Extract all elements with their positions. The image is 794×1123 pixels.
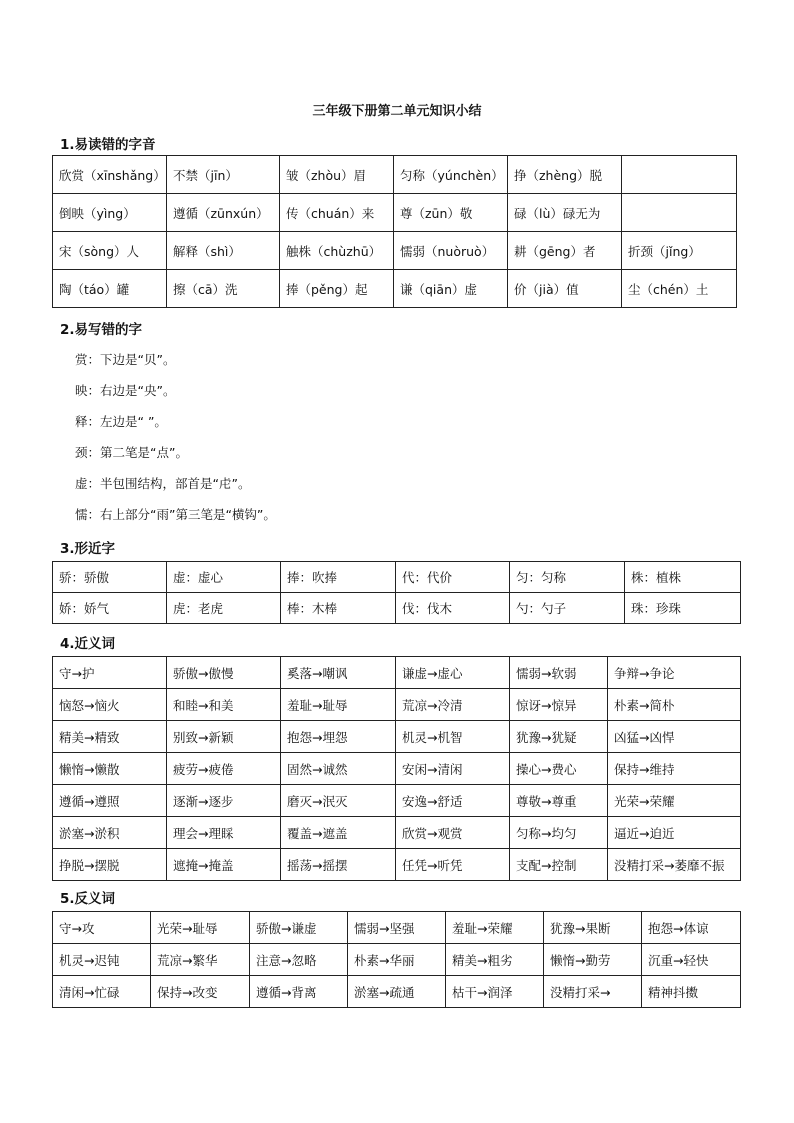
- pronunciation-cell: 不禁（jīn）: [167, 156, 280, 194]
- antonym-pair-cell: 沉重→轻快: [642, 944, 741, 976]
- synonym-pair-cell: 凶猛→凶悍: [608, 721, 741, 753]
- synonym-pair-cell: 挣脱→摆脱: [53, 849, 167, 881]
- pronunciation-cell: 懦弱（nuòruò）: [394, 232, 508, 270]
- section-heading-pronunciation: 1.易读错的字音: [60, 137, 156, 153]
- synonym-pair-cell: 安闲→清闲: [396, 753, 510, 785]
- pronunciation-cell: 碌（lù）碌无为: [508, 194, 622, 232]
- antonym-pair-cell: 骄傲→谦虚: [250, 912, 348, 944]
- pronunciation-cell: 遵循（zūnxún）: [167, 194, 280, 232]
- section-heading-synonyms: 4.近义词: [60, 636, 116, 652]
- synonym-pair-cell: 懦弱→软弱: [510, 657, 608, 689]
- table-row: [53, 562, 741, 593]
- antonym-pair-cell: 光荣→耻辱: [151, 912, 250, 944]
- synonym-pair-cell: 淤塞→淤积: [53, 817, 167, 849]
- antonym-pair-cell: 精神抖擞: [642, 976, 741, 1008]
- table-row: [53, 753, 741, 785]
- pronunciation-cell: 传（chuán）来: [280, 194, 394, 232]
- antonym-pair-cell: 抱怨→体谅: [642, 912, 741, 944]
- list-item: 释：左边是“ ”。: [75, 414, 167, 429]
- synonym-pair-cell: 疲劳→疲倦: [167, 753, 281, 785]
- antonym-pair-cell: 精美→粗劣: [446, 944, 544, 976]
- table-row: [53, 849, 741, 881]
- pronunciation-cell: 宋（sòng）人: [53, 232, 167, 270]
- pronunciation-table: [52, 155, 737, 308]
- antonym-pair-cell: 注意→忽略: [250, 944, 348, 976]
- table-row: [53, 785, 741, 817]
- table-row: [53, 817, 741, 849]
- synonym-pair-cell: 懒惰→懒散: [53, 753, 167, 785]
- table-row: [53, 689, 741, 721]
- similar-chars-cell: 伐：伐木: [396, 593, 510, 624]
- synonym-pair-cell: 抱怨→埋怨: [281, 721, 396, 753]
- list-item: 懦：右上部分“雨”第三笔是“横钩”。: [75, 507, 276, 522]
- list-item: 虚：半包围结构，部首是“虍”。: [75, 476, 251, 491]
- synonym-pair-cell: 逐渐→逐步: [167, 785, 281, 817]
- antonym-pair-cell: 朴素→华丽: [348, 944, 446, 976]
- pronunciation-cell: [622, 194, 737, 232]
- similar-chars-cell: 虚：虚心: [167, 562, 281, 593]
- similar-chars-cell: 棒：木棒: [281, 593, 396, 624]
- synonym-pair-cell: 恼怒→恼火: [53, 689, 167, 721]
- table-row: [53, 976, 741, 1008]
- antonym-pair-cell: 清闲→忙碌: [53, 976, 151, 1008]
- synonym-pair-cell: 操心→费心: [510, 753, 608, 785]
- table-row: [53, 593, 741, 624]
- synonym-pair-cell: 逼近→迫近: [608, 817, 741, 849]
- synonym-pair-cell: 保持→维持: [608, 753, 741, 785]
- synonym-pair-cell: 支配→控制: [510, 849, 608, 881]
- pronunciation-cell: 欣赏（xīnshǎng）: [53, 156, 167, 194]
- similar-chars-cell: 株：植株: [625, 562, 741, 593]
- synonym-pair-cell: 遵循→遵照: [53, 785, 167, 817]
- pronunciation-cell: 谦（qiān）虚: [394, 270, 508, 308]
- pronunciation-cell: 尊（zūn）敬: [394, 194, 508, 232]
- synonym-pair-cell: 尊敬→尊重: [510, 785, 608, 817]
- section-heading-similar-chars: 3.形近字: [60, 541, 116, 557]
- list-item: 映：右边是“央”。: [75, 383, 176, 398]
- pronunciation-cell: 挣（zhèng）脱: [508, 156, 622, 194]
- synonym-pair-cell: 别致→新颖: [167, 721, 281, 753]
- antonym-pair-cell: 枯干→润泽: [446, 976, 544, 1008]
- table-row: [53, 657, 741, 689]
- table-row: [53, 944, 741, 976]
- synonym-pair-cell: 精美→精致: [53, 721, 167, 753]
- antonym-pair-cell: 犹豫→果断: [544, 912, 642, 944]
- table-row: [53, 194, 737, 232]
- synonym-pair-cell: 争辩→争论: [608, 657, 741, 689]
- similar-chars-table: [52, 561, 741, 624]
- synonym-pair-cell: 光荣→荣耀: [608, 785, 741, 817]
- synonym-pair-cell: 覆盖→遮盖: [281, 817, 396, 849]
- synonym-pair-cell: 奚落→嘲讽: [281, 657, 396, 689]
- table-row: [53, 232, 737, 270]
- synonym-pair-cell: 摇荡→摇摆: [281, 849, 396, 881]
- antonym-pair-cell: 懦弱→坚强: [348, 912, 446, 944]
- synonym-pair-cell: 磨灭→泯灭: [281, 785, 396, 817]
- synonyms-table: [52, 656, 741, 881]
- antonym-pair-cell: 遵循→背离: [250, 976, 348, 1008]
- section-heading-antonyms: 5.反义词: [60, 891, 116, 907]
- table-row: [53, 156, 737, 194]
- synonym-pair-cell: 羞耻→耻辱: [281, 689, 396, 721]
- similar-chars-cell: 虎：老虎: [167, 593, 281, 624]
- pronunciation-cell: 匀称（yúnchèn）: [394, 156, 508, 194]
- synonym-pair-cell: 欣赏→观赏: [396, 817, 510, 849]
- synonym-pair-cell: 任凭→听凭: [396, 849, 510, 881]
- list-item: 颈：第二笔是“点”。: [75, 445, 188, 460]
- synonym-pair-cell: 安逸→舒适: [396, 785, 510, 817]
- similar-chars-cell: 娇：娇气: [53, 593, 167, 624]
- synonym-pair-cell: 朴素→简朴: [608, 689, 741, 721]
- synonym-pair-cell: 荒凉→冷清: [396, 689, 510, 721]
- section-heading-miswritten: 2.易写错的字: [60, 322, 143, 338]
- pronunciation-cell: 触株（chùzhū）: [280, 232, 394, 270]
- synonym-pair-cell: 匀称→均匀: [510, 817, 608, 849]
- synonym-pair-cell: 骄傲→傲慢: [167, 657, 281, 689]
- pronunciation-cell: 尘（chén）土: [622, 270, 737, 308]
- page-title: 三年级下册第二单元知识小结: [312, 104, 482, 119]
- similar-chars-cell: 骄：骄傲: [53, 562, 167, 593]
- antonyms-table: [52, 911, 741, 1008]
- pronunciation-cell: 折颈（jǐng）: [622, 232, 737, 270]
- synonym-pair-cell: 固然→诚然: [281, 753, 396, 785]
- pronunciation-cell: [622, 156, 737, 194]
- table-row: [53, 721, 741, 753]
- antonym-pair-cell: 荒凉→繁华: [151, 944, 250, 976]
- list-item: 赏：下边是“贝”。: [75, 352, 176, 367]
- table-row: [53, 270, 737, 308]
- antonym-pair-cell: 懒惰→勤劳: [544, 944, 642, 976]
- synonym-pair-cell: 机灵→机智: [396, 721, 510, 753]
- pronunciation-cell: 陶（táo）罐: [53, 270, 167, 308]
- synonym-pair-cell: 和睦→和美: [167, 689, 281, 721]
- pronunciation-cell: 耕（gēng）者: [508, 232, 622, 270]
- pronunciation-cell: 倒映（yìng）: [53, 194, 167, 232]
- antonym-pair-cell: 保持→改变: [151, 976, 250, 1008]
- synonym-pair-cell: 犹豫→犹疑: [510, 721, 608, 753]
- similar-chars-cell: 珠：珍珠: [625, 593, 741, 624]
- synonym-pair-cell: 遮掩→掩盖: [167, 849, 281, 881]
- synonym-pair-cell: 惊讶→惊异: [510, 689, 608, 721]
- synonym-pair-cell: 谦虚→虚心: [396, 657, 510, 689]
- pronunciation-cell: 价（jià）值: [508, 270, 622, 308]
- antonym-pair-cell: 羞耻→荣耀: [446, 912, 544, 944]
- synonym-pair-cell: 理会→理睬: [167, 817, 281, 849]
- pronunciation-cell: 皱（zhòu）眉: [280, 156, 394, 194]
- synonym-pair-cell: 守→护: [53, 657, 167, 689]
- similar-chars-cell: 匀：匀称: [510, 562, 625, 593]
- synonym-pair-cell: 没精打采→萎靡不振: [608, 849, 741, 881]
- antonym-pair-cell: 守→攻: [53, 912, 151, 944]
- similar-chars-cell: 代：代价: [396, 562, 510, 593]
- similar-chars-cell: 捧：吹捧: [281, 562, 396, 593]
- table-row: [53, 912, 741, 944]
- antonym-pair-cell: 淤塞→疏通: [348, 976, 446, 1008]
- antonym-pair-cell: 机灵→迟钝: [53, 944, 151, 976]
- similar-chars-cell: 勺：勺子: [510, 593, 625, 624]
- pronunciation-cell: 解释（shì）: [167, 232, 280, 270]
- pronunciation-cell: 擦（cā）洗: [167, 270, 280, 308]
- pronunciation-cell: 捧（pěng）起: [280, 270, 394, 308]
- antonym-pair-cell: 没精打采→: [544, 976, 642, 1008]
